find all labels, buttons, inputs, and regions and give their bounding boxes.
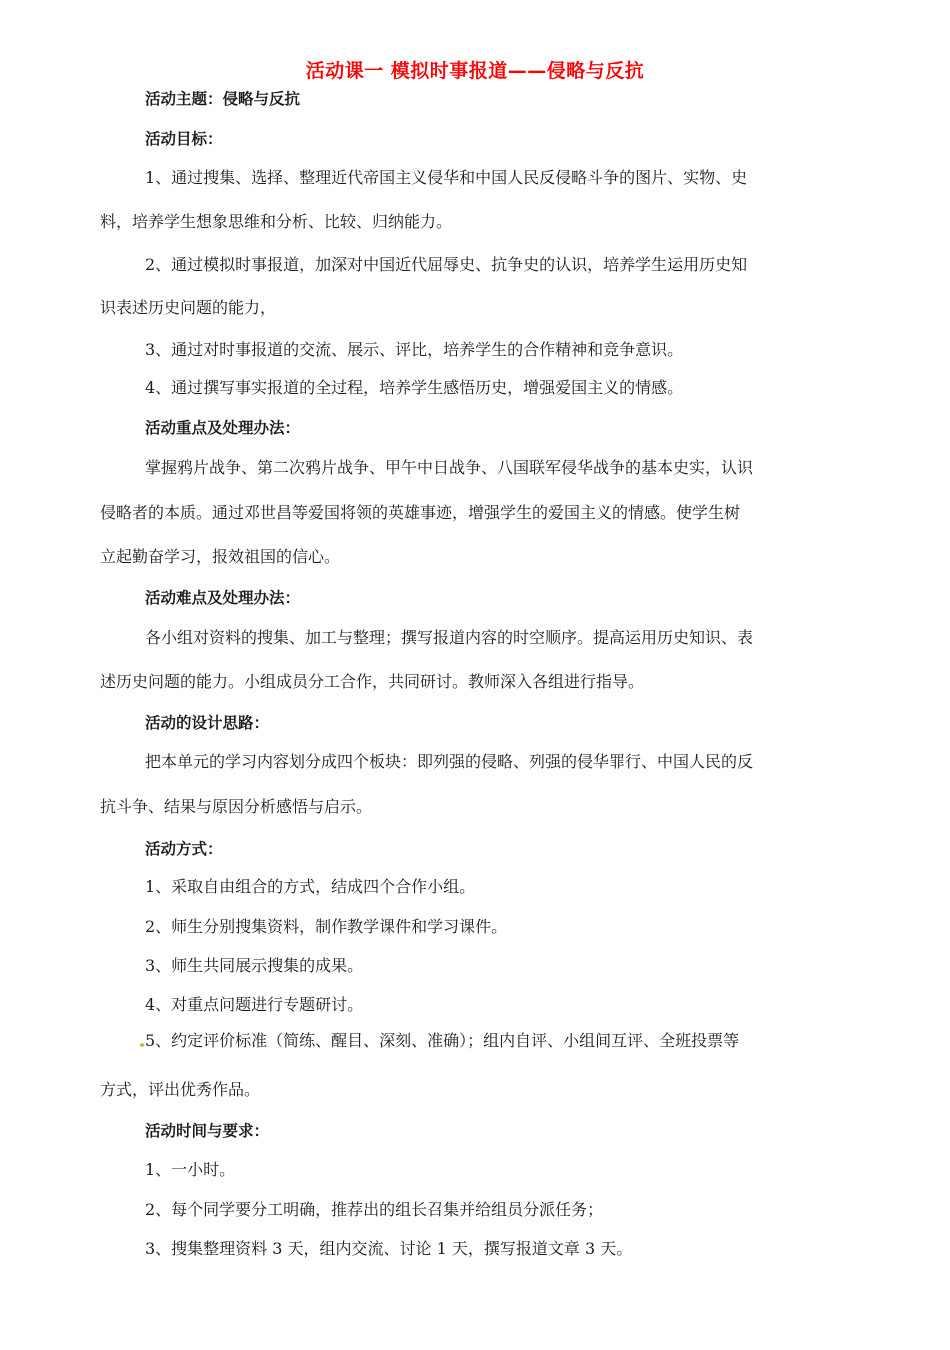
design-line: 抗斗争、结果与原因分析感悟与启示。: [100, 797, 373, 816]
goal-line: 4、通过撰写事实报道的全过程，培养学生感悟历史，增强爱国主义的情感。: [145, 378, 684, 397]
key-points-heading: 活动重点及处理办法：: [145, 419, 301, 437]
key-points-line: 掌握鸦片战争、第二次鸦片战争、甲午中日战争、八国联军侵华战争的基本史实，认识: [145, 458, 754, 477]
difficulties-line: 述历史问题的能力。小组成员分工合作，共同研讨。教师深入各组进行指导。: [100, 672, 645, 691]
goal-line: 1、通过搜集、选择、整理近代帝国主义侵华和中国人民反侵略斗争的图片、实物、史: [145, 168, 748, 187]
stray-mark: [140, 1043, 144, 1047]
methods-heading: 活动方式：: [145, 840, 223, 858]
difficulties-line: 各小组对资料的搜集、加工与整理；撰写报道内容的时空顺序。提高运用历史知识、表: [145, 628, 754, 647]
key-points-line: 立起勤奋学习，报效祖国的信心。: [100, 547, 341, 566]
key-points-line: 侵略者的本质。通过邓世昌等爱国将领的英雄事迹，增强学生的爱国主义的情感。使学生树: [100, 503, 741, 522]
time-line: 3、搜集整理资料 3 天，组内交流、讨论 1 天，撰写报道文章 3 天。: [145, 1239, 633, 1258]
document-title: 活动课一 模拟时事报道——侵略与反抗: [305, 60, 645, 82]
methods-line: 3、师生共同展示搜集的成果。: [145, 956, 364, 975]
methods-line: 5、约定评价标准（简练、醒目、深刻、准确）；组内自评、小组间互评、全班投票等: [145, 1031, 740, 1050]
theme-row: [145, 88, 300, 110]
time-line: 1、一小时。: [145, 1160, 236, 1179]
methods-line: 4、对重点问题进行专题研讨。: [145, 995, 364, 1014]
goal-line: 2、通过模拟时事报道，加深对中国近代屈辱史、抗争史的认识，培养学生运用历史知: [145, 255, 748, 274]
difficulties-heading: 活动难点及处理办法：: [145, 589, 301, 607]
theme-label: 活动主题：: [145, 90, 223, 108]
time-heading: 活动时间与要求：: [145, 1122, 270, 1140]
goal-line: 3、通过对时事报道的交流、展示、评比，培养学生的合作精神和竞争意识。: [145, 340, 684, 359]
methods-line: 2、师生分别搜集资料，制作教学课件和学习课件。: [145, 917, 508, 936]
design-heading: 活动的设计思路：: [145, 714, 270, 732]
methods-line: 1、采取自由组合的方式，结成四个合作小组。: [145, 877, 476, 896]
goal-line: 料，培养学生想象思维和分析、比较、归纳能力。: [100, 212, 453, 231]
goals-heading: 活动目标：: [145, 130, 223, 148]
design-line: 把本单元的学习内容划分成四个板块：即列强的侵略、列强的侵华罪行、中国人民的反: [145, 752, 754, 771]
theme-value: 侵略与反抗: [222, 90, 301, 108]
goal-line: 识表述历史问题的能力，: [100, 298, 277, 317]
time-line: 2、每个同学要分工明确，推荐出的组长召集并给组员分派任务；: [145, 1200, 604, 1219]
methods-line: 方式，评出优秀作品。: [100, 1080, 261, 1099]
